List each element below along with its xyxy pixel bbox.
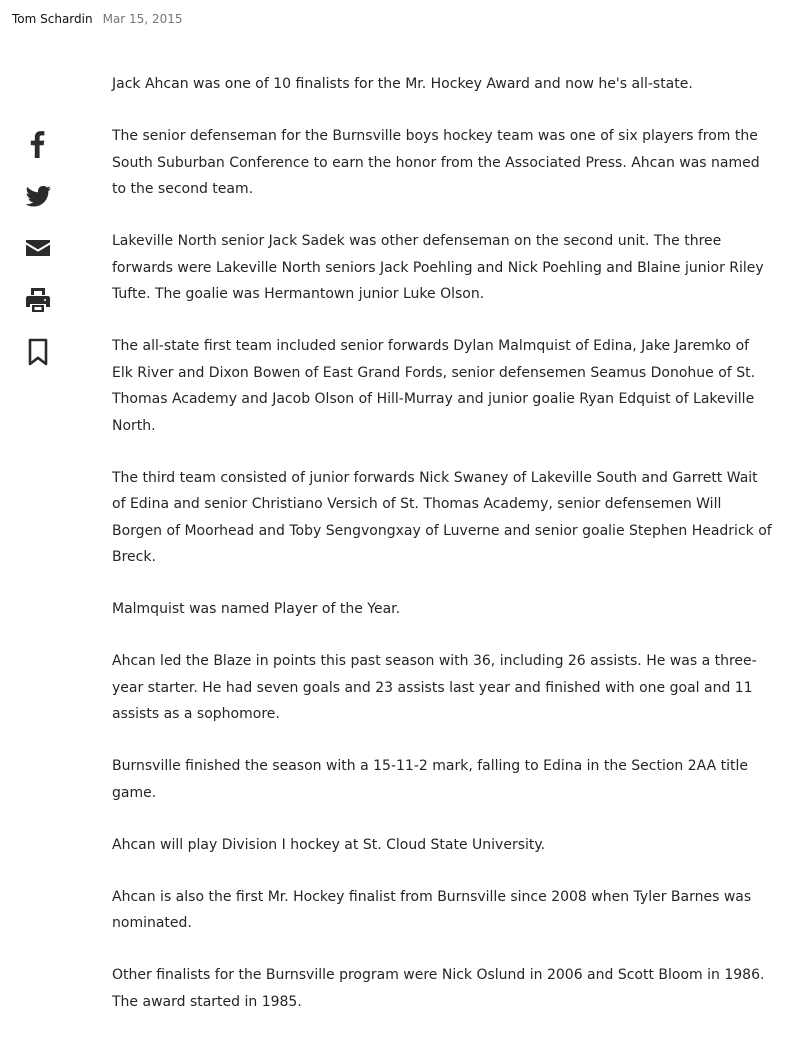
author-name[interactable]: Tom Schardin [12,12,93,26]
facebook-icon [22,128,54,160]
bookmark-button[interactable] [22,336,54,368]
twitter-icon [22,180,54,212]
share-toolbar [22,128,54,388]
bookmark-icon [22,336,54,368]
article-paragraph: Jack Ahcan was one of 10 finalists for the Mr. Hockey Award and now he's all-state. [112,76,693,92]
article-paragraph: The all-state first team included senior forwards Dylan Malmquist of Edina, Jake Jaremko of Elk River and Dixon Bowen of East Grand Fords, senior defensemen Seamus Donohue of St. Thomas Academy and Jacob Olson of Hill-Murray and junior goalie Ryan Edquist of Lakeville North. [112,338,756,434]
publish-date: Mar 15, 2015 [102,12,183,26]
article-paragraph: Ahcan led the Blaze in points this past season with 36, including 26 assists. He was a three-year starter. He had seven goals and 23 assists last year and finished with one goal and 11 assists as a sophomore. [112,653,757,722]
email-icon [22,232,54,264]
article-paragraph: Lakeville North senior Jack Sadek was other defenseman on the second unit. The three forwards were Lakeville North seniors Jack Poehling and Nick Poehling and Blaine junior Riley Tufte. The goalie was Hermantown junior Luke Olson. [112,233,764,302]
article-paragraph: Ahcan is also the first Mr. Hockey finalist from Burnsville since 2008 when Tyler Barnes was nominated. [112,888,752,931]
article-paragraph: The third team consisted of junior forwards Nick Swaney of Lakeville South and Garrett Wait of Edina and senior Christiano Versich of St. Thomas Academy, senior defensemen Will Borgen of Moorhead and Toby Sengvongxay of Luverne and senior goalie Stephen Headrick of Breck. [112,469,772,565]
article-paragraph: The senior defenseman for the Burnsville boys hockey team was one of six players from the South Suburban Conference to earn the honor from the Associated Press. Ahcan was named to the second team. [112,128,760,197]
twitter-share-button[interactable] [22,180,54,212]
email-share-button[interactable] [22,232,54,264]
article-paragraph: Burnsville finished the season with a 15-11-2 mark, falling to Edina in the Section 2AA title game. [112,758,749,801]
print-icon [22,284,54,316]
byline [12,11,183,27]
article-paragraph: Ahcan will play Division I hockey at St. Cloud State University. [112,836,546,853]
print-button[interactable] [22,284,54,316]
article-paragraph: Malmquist was named Player of the Year. [112,601,401,617]
article-paragraph: Other finalists for the Burnsville program were Nick Oslund in 2006 and Scott Bloom in 1986. The award started in 1985. [112,967,765,1010]
facebook-share-button[interactable] [22,128,54,160]
article-body [112,71,772,1041]
